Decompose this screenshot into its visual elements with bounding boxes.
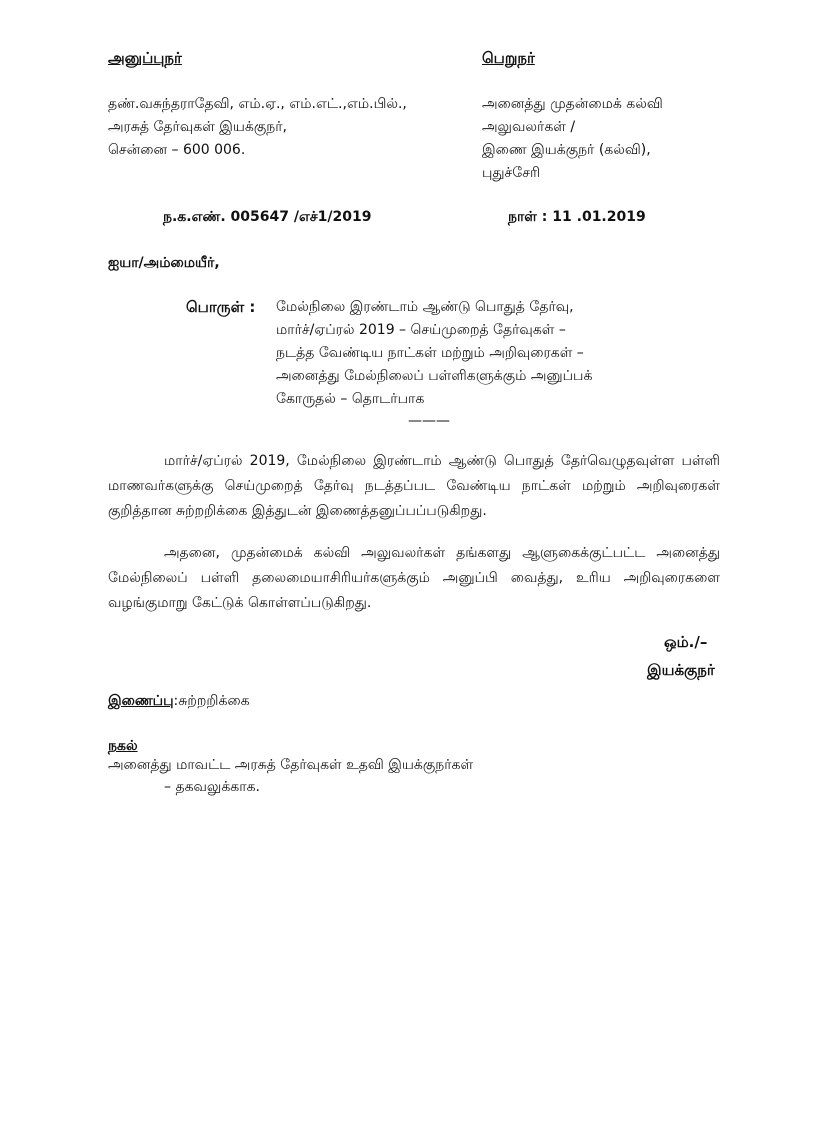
subject-label: பொருள் : [186,298,256,316]
copy-line-2: – தகவலுக்காக. [164,779,260,795]
subject-divider: ——— [408,413,450,429]
recipient-line-1: அனைத்து முதன்மைக் கல்வி [482,96,663,112]
enclosure-line [108,690,250,712]
salutation: ஐயா/அம்மையீர், [108,255,220,271]
body-paragraph-2: அதனை, முதன்மைக் கல்வி அலுவலர்கள் தங்களது ஆளுகைக்குட்பட்ட அனைத்து மேல்நிலைப் பள்ளி தலைமையாசிரியர்களுக்கும் அனுப்பி வைத்து, உரிய அறிவுரைகளை வழங்குமாறு கேட்டுக் கொள்ளப்படுகிறது. [108,545,720,611]
letter-date: நாள் : 11 .01.2019 [508,209,646,225]
subject-line-4: அனைத்து மேல்நிலைப் பள்ளிகளுக்கும் அனுப்பக் [276,368,593,384]
subject-text [276,296,716,411]
sender-heading: அனுப்புநர் [108,49,182,67]
recipient-heading: பெறுநர் [482,49,535,67]
recipient-line-2: அலுவலர்கள் / [482,119,576,135]
copy-heading: நகல் [108,738,138,754]
subject-line-1: மேல்நிலை இரண்டாம் ஆண்டு பொதுத் தேர்வு, [276,299,574,315]
sender-line-3: சென்னை – 600 006. [108,142,246,158]
signature-signed: ஒம்./– [664,633,708,651]
reference-number: ந.க.எண். 005647 /எச்1/2019 [163,209,372,225]
subject-line-3: நடத்த வேண்டிய நாட்கள் மற்றும் அறிவுரைகள் – [276,345,584,361]
recipient-line-4: புதுச்சேரி [482,165,541,181]
enclosure-text: :சுற்றறிக்கை [173,693,250,709]
body-paragraph-1: மார்ச்/ஏப்ரல் 2019, மேல்நிலை இரண்டாம் ஆண்டு பொதுத் தேர்வெழுதவுள்ள பள்ளி மாணவர்களுக்கு செய்முறைத் தேர்வு நடத்தப்பட வேண்டிய நாட்கள் மற்றும் அறிவுரைகள் குறித்தான சுற்றறிக்கை இத்துடன் இணைத்தனுப்பப்படுகிறது. [108,453,720,519]
enclosure-label: இணைப்பு [108,693,174,709]
copy-line-1: அனைத்து மாவட்ட அரசுத் தேர்வுகள் உதவி இயக்குநர்கள் [108,757,474,773]
subject-line-2: மார்ச்/ஏப்ரல் 2019 – செய்முறைத் தேர்வுகள் – [276,322,566,338]
recipient-line-3: இணை இயக்குநர் (கல்வி), [482,142,651,158]
subject-line-5: கோருதல் – தொடர்பாக [276,391,425,407]
signature-title: இயக்குநர் [647,661,715,679]
sender-line-1: தண்.வசுந்தராதேவி, எம்.ஏ., எம்.எட்.,எம்.பில்., [108,96,407,112]
sender-line-2: அரசுத் தேர்வுகள் இயக்குநர், [108,119,287,135]
